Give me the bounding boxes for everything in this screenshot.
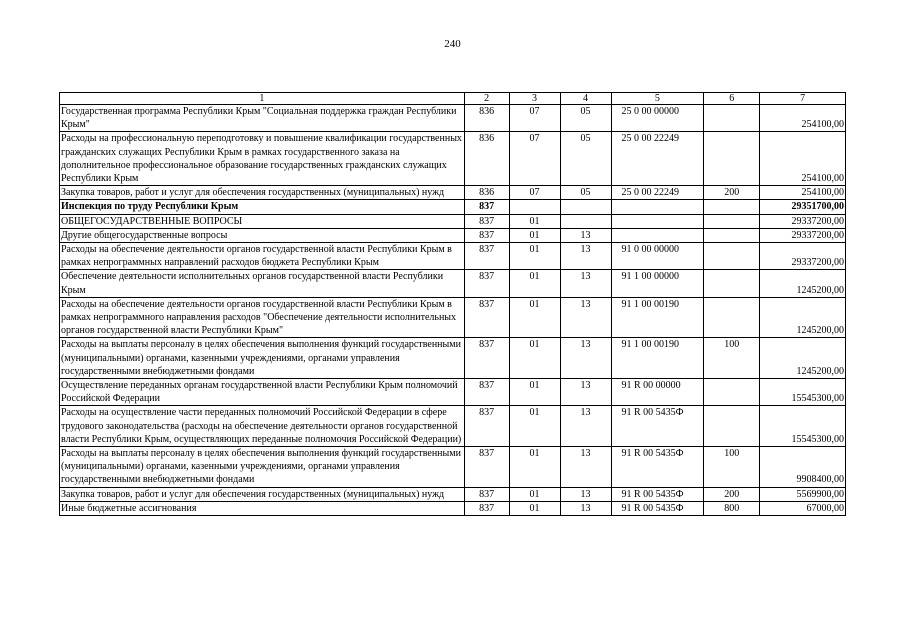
row-name: ОБЩЕГОСУДАРСТВЕННЫЕ ВОПРОСЫ [60,214,465,228]
row-code: 836 [464,132,509,186]
row-amount: 9908400,00 [760,447,846,488]
row-subsection: 13 [560,270,611,297]
row-name: Расходы на выплаты персоналу в целях обеспечения выполнения функций государственными (муниципальными) органами, казенными учреждениями, органами управления государственными внебюджетными фондами [60,447,465,488]
row-expense-type [704,228,760,242]
header-cell: 3 [509,93,560,105]
table-row [60,297,846,338]
row-target-code: 25 0 00 22249 [611,132,704,186]
row-target-code: 91 0 00 00000 [611,243,704,270]
row-expense-type: 100 [704,338,760,379]
table-row [60,228,846,242]
row-name: Расходы на обеспечение деятельности органов государственной власти Республики Крым в рамках непрограммного направления расходов "Обеспечение деятельности исполнительных органов государственной власти Республики Крым" [60,297,465,338]
row-target-code: 25 0 00 22249 [611,186,704,200]
header-cell: 7 [760,93,846,105]
row-target-code: 91 R 00 5435Ф [611,501,704,515]
row-section [509,200,560,214]
row-code: 837 [464,447,509,488]
row-code: 837 [464,200,509,214]
row-amount: 5569900,00 [760,487,846,501]
table-row [60,200,846,214]
row-subsection: 13 [560,228,611,242]
table-row [60,186,846,200]
row-section: 01 [509,214,560,228]
row-name: Закупка товаров, работ и услуг для обеспечения государственных (муниципальных) нужд [60,186,465,200]
table-row [60,447,846,488]
row-name: Расходы на обеспечение деятельности органов государственной власти Республики Крым в рамках непрограммных направлений расходов бюджета Республики Крым [60,243,465,270]
row-name: Другие общегосударственные вопросы [60,228,465,242]
table-row [60,487,846,501]
row-target-code: 91 R 00 5435Ф [611,487,704,501]
row-code: 837 [464,243,509,270]
row-code: 837 [464,228,509,242]
row-expense-type: 200 [704,186,760,200]
row-expense-type [704,243,760,270]
row-name: Обеспечение деятельности исполнительных органов государственной власти Республики Крым [60,270,465,297]
row-subsection [560,214,611,228]
row-target-code: 91 1 00 00190 [611,338,704,379]
row-subsection: 13 [560,487,611,501]
row-expense-type: 800 [704,501,760,515]
row-section: 01 [509,447,560,488]
row-code: 837 [464,501,509,515]
table-header-row [60,93,846,105]
row-target-code [611,228,704,242]
row-target-code: 91 1 00 00000 [611,270,704,297]
page-number: 240 [444,38,461,50]
row-code: 837 [464,270,509,297]
row-amount: 67000,00 [760,501,846,515]
row-amount: 1245200,00 [760,270,846,297]
row-target-code: 25 0 00 00000 [611,105,704,132]
row-code: 837 [464,487,509,501]
row-amount: 15545300,00 [760,406,846,447]
row-amount: 29351700,00 [760,200,846,214]
row-amount: 29337200,00 [760,243,846,270]
row-target-code [611,200,704,214]
row-subsection: 13 [560,379,611,406]
row-target-code [611,214,704,228]
row-section: 01 [509,487,560,501]
row-subsection: 05 [560,105,611,132]
row-amount: 15545300,00 [760,379,846,406]
row-expense-type [704,132,760,186]
row-code: 836 [464,105,509,132]
row-subsection: 13 [560,243,611,270]
row-name: Расходы на осуществление части переданных полномочий Российской Федерации в сфере трудового законодательства (расходы на обеспечение деятельности органов государственной власти Республики Крым, осуществляющих переданные полномочия Российской Федерации) [60,406,465,447]
budget-table [59,92,846,516]
row-subsection: 05 [560,132,611,186]
row-subsection: 13 [560,406,611,447]
row-amount: 1245200,00 [760,338,846,379]
table-row [60,406,846,447]
row-section: 01 [509,228,560,242]
row-code: 837 [464,379,509,406]
table-row [60,214,846,228]
row-target-code: 91 1 00 00190 [611,297,704,338]
table-row [60,105,846,132]
row-section: 01 [509,406,560,447]
header-cell: 2 [464,93,509,105]
row-section: 07 [509,105,560,132]
row-name: Государственная программа Республики Крым "Социальная поддержка граждан Республики Крым" [60,105,465,132]
row-target-code: 91 R 00 5435Ф [611,447,704,488]
row-amount: 29337200,00 [760,228,846,242]
row-subsection: 05 [560,186,611,200]
header-cell: 4 [560,93,611,105]
row-expense-type [704,270,760,297]
row-expense-type [704,214,760,228]
table-row [60,243,846,270]
row-amount: 254100,00 [760,186,846,200]
row-name: Осуществление переданных органам государственной власти Республики Крым полномочий Российской Федерации [60,379,465,406]
row-code: 837 [464,338,509,379]
row-subsection: 13 [560,338,611,379]
row-amount: 29337200,00 [760,214,846,228]
row-subsection [560,200,611,214]
header-cell: 5 [611,93,704,105]
table-row [60,338,846,379]
row-name: Инспекция по труду Республики Крым [60,200,465,214]
row-expense-type [704,379,760,406]
row-section: 01 [509,243,560,270]
row-target-code: 91 R 00 00000 [611,379,704,406]
row-code: 837 [464,406,509,447]
header-cell: 6 [704,93,760,105]
row-name: Расходы на профессиональную переподготовку и повышение квалификации государственных гражданских служащих Республики Крым в рамках государственного заказа на дополнительное профессиональное образование государственных гражданских служащих Республики Крым [60,132,465,186]
table-row [60,132,846,186]
row-expense-type [704,406,760,447]
row-section: 01 [509,338,560,379]
row-name: Закупка товаров, работ и услуг для обеспечения государственных (муниципальных) нужд [60,487,465,501]
row-name: Расходы на выплаты персоналу в целях обеспечения выполнения функций государственными (муниципальными) органами, казенными учреждениями, органами управления государственными внебюджетными фондами [60,338,465,379]
table-row [60,270,846,297]
row-section: 07 [509,132,560,186]
row-name: Иные бюджетные ассигнования [60,501,465,515]
row-subsection: 13 [560,501,611,515]
row-amount: 254100,00 [760,105,846,132]
table-row [60,379,846,406]
header-cell: 1 [60,93,465,105]
row-section: 01 [509,297,560,338]
row-expense-type: 200 [704,487,760,501]
row-section: 01 [509,501,560,515]
table-row [60,501,846,515]
row-expense-type [704,200,760,214]
row-expense-type [704,105,760,132]
row-code: 837 [464,297,509,338]
row-section: 01 [509,379,560,406]
row-code: 837 [464,214,509,228]
row-subsection: 13 [560,297,611,338]
row-expense-type [704,297,760,338]
row-subsection: 13 [560,447,611,488]
row-section: 07 [509,186,560,200]
row-amount: 254100,00 [760,132,846,186]
row-section: 01 [509,270,560,297]
row-expense-type: 100 [704,447,760,488]
row-amount: 1245200,00 [760,297,846,338]
row-target-code: 91 R 00 5435Ф [611,406,704,447]
row-code: 836 [464,186,509,200]
